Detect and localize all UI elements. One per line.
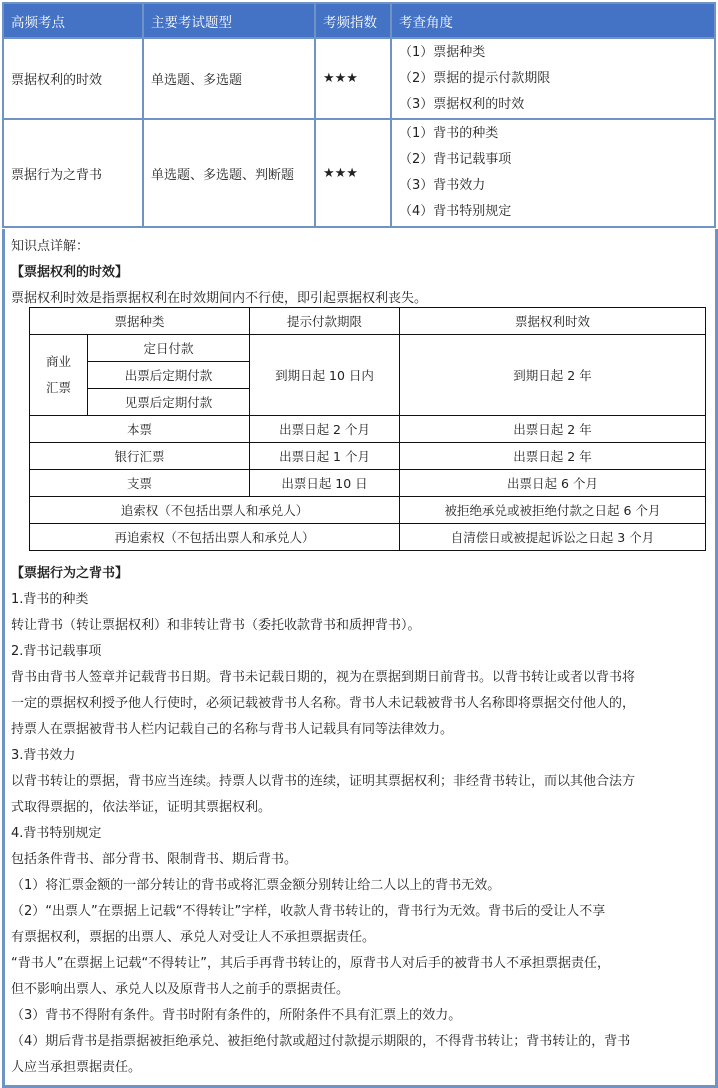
angles-cell: [391, 38, 715, 119]
section-title-timeliness: 【票据权利的时效】: [11, 265, 129, 280]
summary-row: [3, 38, 715, 119]
commercial-bill-label: [30, 335, 88, 416]
paragraph-line: “背书人”在票据上记载“不得转让”，其后手再背书转让的，原背书人对后手的被背书人不承担票据责任，: [11, 956, 610, 971]
table-row: [30, 524, 706, 551]
paragraph-line: 4.背书特别规定: [11, 826, 102, 841]
re-recourse-period: 自清偿日或被提起诉讼之日起 3 个月: [400, 524, 706, 551]
details-section: [2, 229, 718, 1088]
header-bill-type: 票据种类: [30, 308, 250, 335]
paragraph-line: 转让背书（转让票据权利）和非转让背书（委托收款背书和质押背书）。: [11, 618, 421, 633]
commercial-payment-period: 到期日起 10 日内: [250, 335, 400, 416]
paragraph-line: （4）期后背书是指票据被拒绝承兑、被拒绝付款或超过付款提示期限的，不得背书转让；背书转让的，背书: [11, 1034, 631, 1049]
right-period-cell: 出票日起 6 个月: [400, 470, 706, 497]
paragraph-line: 背书由背书人签章并记载背书日期。背书未记载日期的，视为在票据到期日前背书。以背书转让或者以背书将: [11, 670, 636, 685]
timeliness-header-row: [30, 308, 706, 335]
paragraph-line: 人应当承担票据责任。: [11, 1060, 142, 1075]
topic-cell: 票据权利的时效: [3, 38, 143, 119]
angle-item: （1）背书的种类: [399, 126, 499, 141]
right-period-cell: 出票日起 2 年: [400, 443, 706, 470]
header-angles: 考查角度: [391, 3, 715, 38]
timeliness-definition: 票据权利时效是指票据权利在时效期间内不行使，即引起票据权利丧失。: [11, 291, 428, 306]
bill-type-cell: 银行汇票: [30, 443, 250, 470]
table-row: [30, 335, 706, 362]
bill-type-cell: 本票: [30, 416, 250, 443]
paragraph-line: 有票据权利，票据的出票人、承兑人对受让人不承担票据责任。: [11, 930, 376, 945]
question-types-cell: 单选题、多选题、判断题: [143, 119, 315, 227]
angle-item: （4）背书特别规定: [399, 204, 512, 219]
subtype-cell: 见票后定期付款: [88, 389, 250, 416]
header-question-types: 主要考试题型: [143, 3, 315, 38]
summary-header-row: [3, 3, 715, 38]
header-right-period: 票据权利时效: [400, 308, 706, 335]
paragraph-line: （1）将汇票金额的一部分转让的背书或将汇票金额分别转让给二人以上的背书无效。: [11, 878, 501, 893]
paragraph-line: 3.背书效力: [11, 748, 76, 763]
header-frequency: 考频指数: [315, 3, 391, 38]
bill-type-cell: 支票: [30, 470, 250, 497]
angle-item: （1）票据种类: [399, 44, 486, 60]
paragraph-line: 持票人在票据被背书人栏内记载自己的名称与背书人记载具有同等法律效力。: [11, 722, 454, 737]
header-topic: 高频考点: [3, 3, 143, 38]
recourse-label: 追索权（不包括出票人和承兑人）: [30, 497, 400, 524]
right-period-cell: 出票日起 2 年: [400, 416, 706, 443]
paragraph-line: （3）背书不得附有条件。背书时附有条件的，所附条件不具有汇票上的效力。: [11, 1008, 462, 1023]
angle-item: （2）票据的提示付款期限: [399, 70, 551, 86]
table-row: [30, 497, 706, 524]
paragraph-line: 1.背书的种类: [11, 592, 89, 607]
angles-cell: [391, 119, 715, 227]
table-row: [30, 470, 706, 497]
angle-item: （3）背书效力: [399, 178, 486, 193]
details-intro: 知识点详解：: [11, 239, 90, 254]
paragraph-line: 但不影响出票人、承兑人以及原背书人之前手的票据责任。: [11, 982, 350, 997]
question-types-cell: 单选题、多选题: [143, 38, 315, 119]
angle-item: （3）票据权利的时效: [399, 96, 525, 112]
paragraph-line: 包括条件背书、部分背书、限制背书、期后背书。: [11, 852, 298, 867]
paragraph-line: 2.背书记载事项: [11, 644, 102, 659]
frequency-stars: ★★★: [315, 119, 391, 227]
table-row: [30, 416, 706, 443]
section-title-endorsement: 【票据行为之背书】: [11, 566, 129, 581]
payment-period-cell: 出票日起 2 个月: [250, 416, 400, 443]
paragraph-line: 一定的票据权利授予他人行使时，必须记载被背书人名称。背书人未记载被背书人名称即将票据交付他人的，: [11, 696, 636, 711]
summary-row: [3, 119, 715, 227]
payment-period-cell: 出票日起 10 日: [250, 470, 400, 497]
subtype-cell: 定日付款: [88, 335, 250, 362]
re-recourse-label: 再追索权（不包括出票人和承兑人）: [30, 524, 400, 551]
payment-period-cell: 出票日起 1 个月: [250, 443, 400, 470]
header-payment-period: 提示付款期限: [250, 308, 400, 335]
frequency-stars: ★★★: [315, 38, 391, 119]
recourse-period: 被拒绝承兑或被拒绝付款之日起 6 个月: [400, 497, 706, 524]
paragraph-line: （2）“出票人”在票据上记载“不得转让”字样，收款人背书转让的，背书行为无效。背书后的受让人不享: [11, 904, 606, 919]
paragraph-line: 式取得票据的，依法举证，证明其票据权利。: [11, 800, 272, 815]
timeliness-table: [29, 307, 706, 551]
summary-table: [2, 2, 716, 228]
commercial-right-period: 到期日起 2 年: [400, 335, 706, 416]
commercial-label-line2: 汇票: [45, 380, 71, 395]
angle-item: （2）背书记载事项: [399, 152, 512, 167]
topic-cell: 票据行为之背书: [3, 119, 143, 227]
commercial-label-line1: 商业: [45, 354, 71, 369]
subtype-cell: 出票后定期付款: [88, 362, 250, 389]
table-row: [30, 443, 706, 470]
paragraph-line: 以背书转让的票据，背书应当连续。持票人以背书的连续，证明其票据权利；非经背书转让，而以其他合法方: [11, 774, 636, 789]
